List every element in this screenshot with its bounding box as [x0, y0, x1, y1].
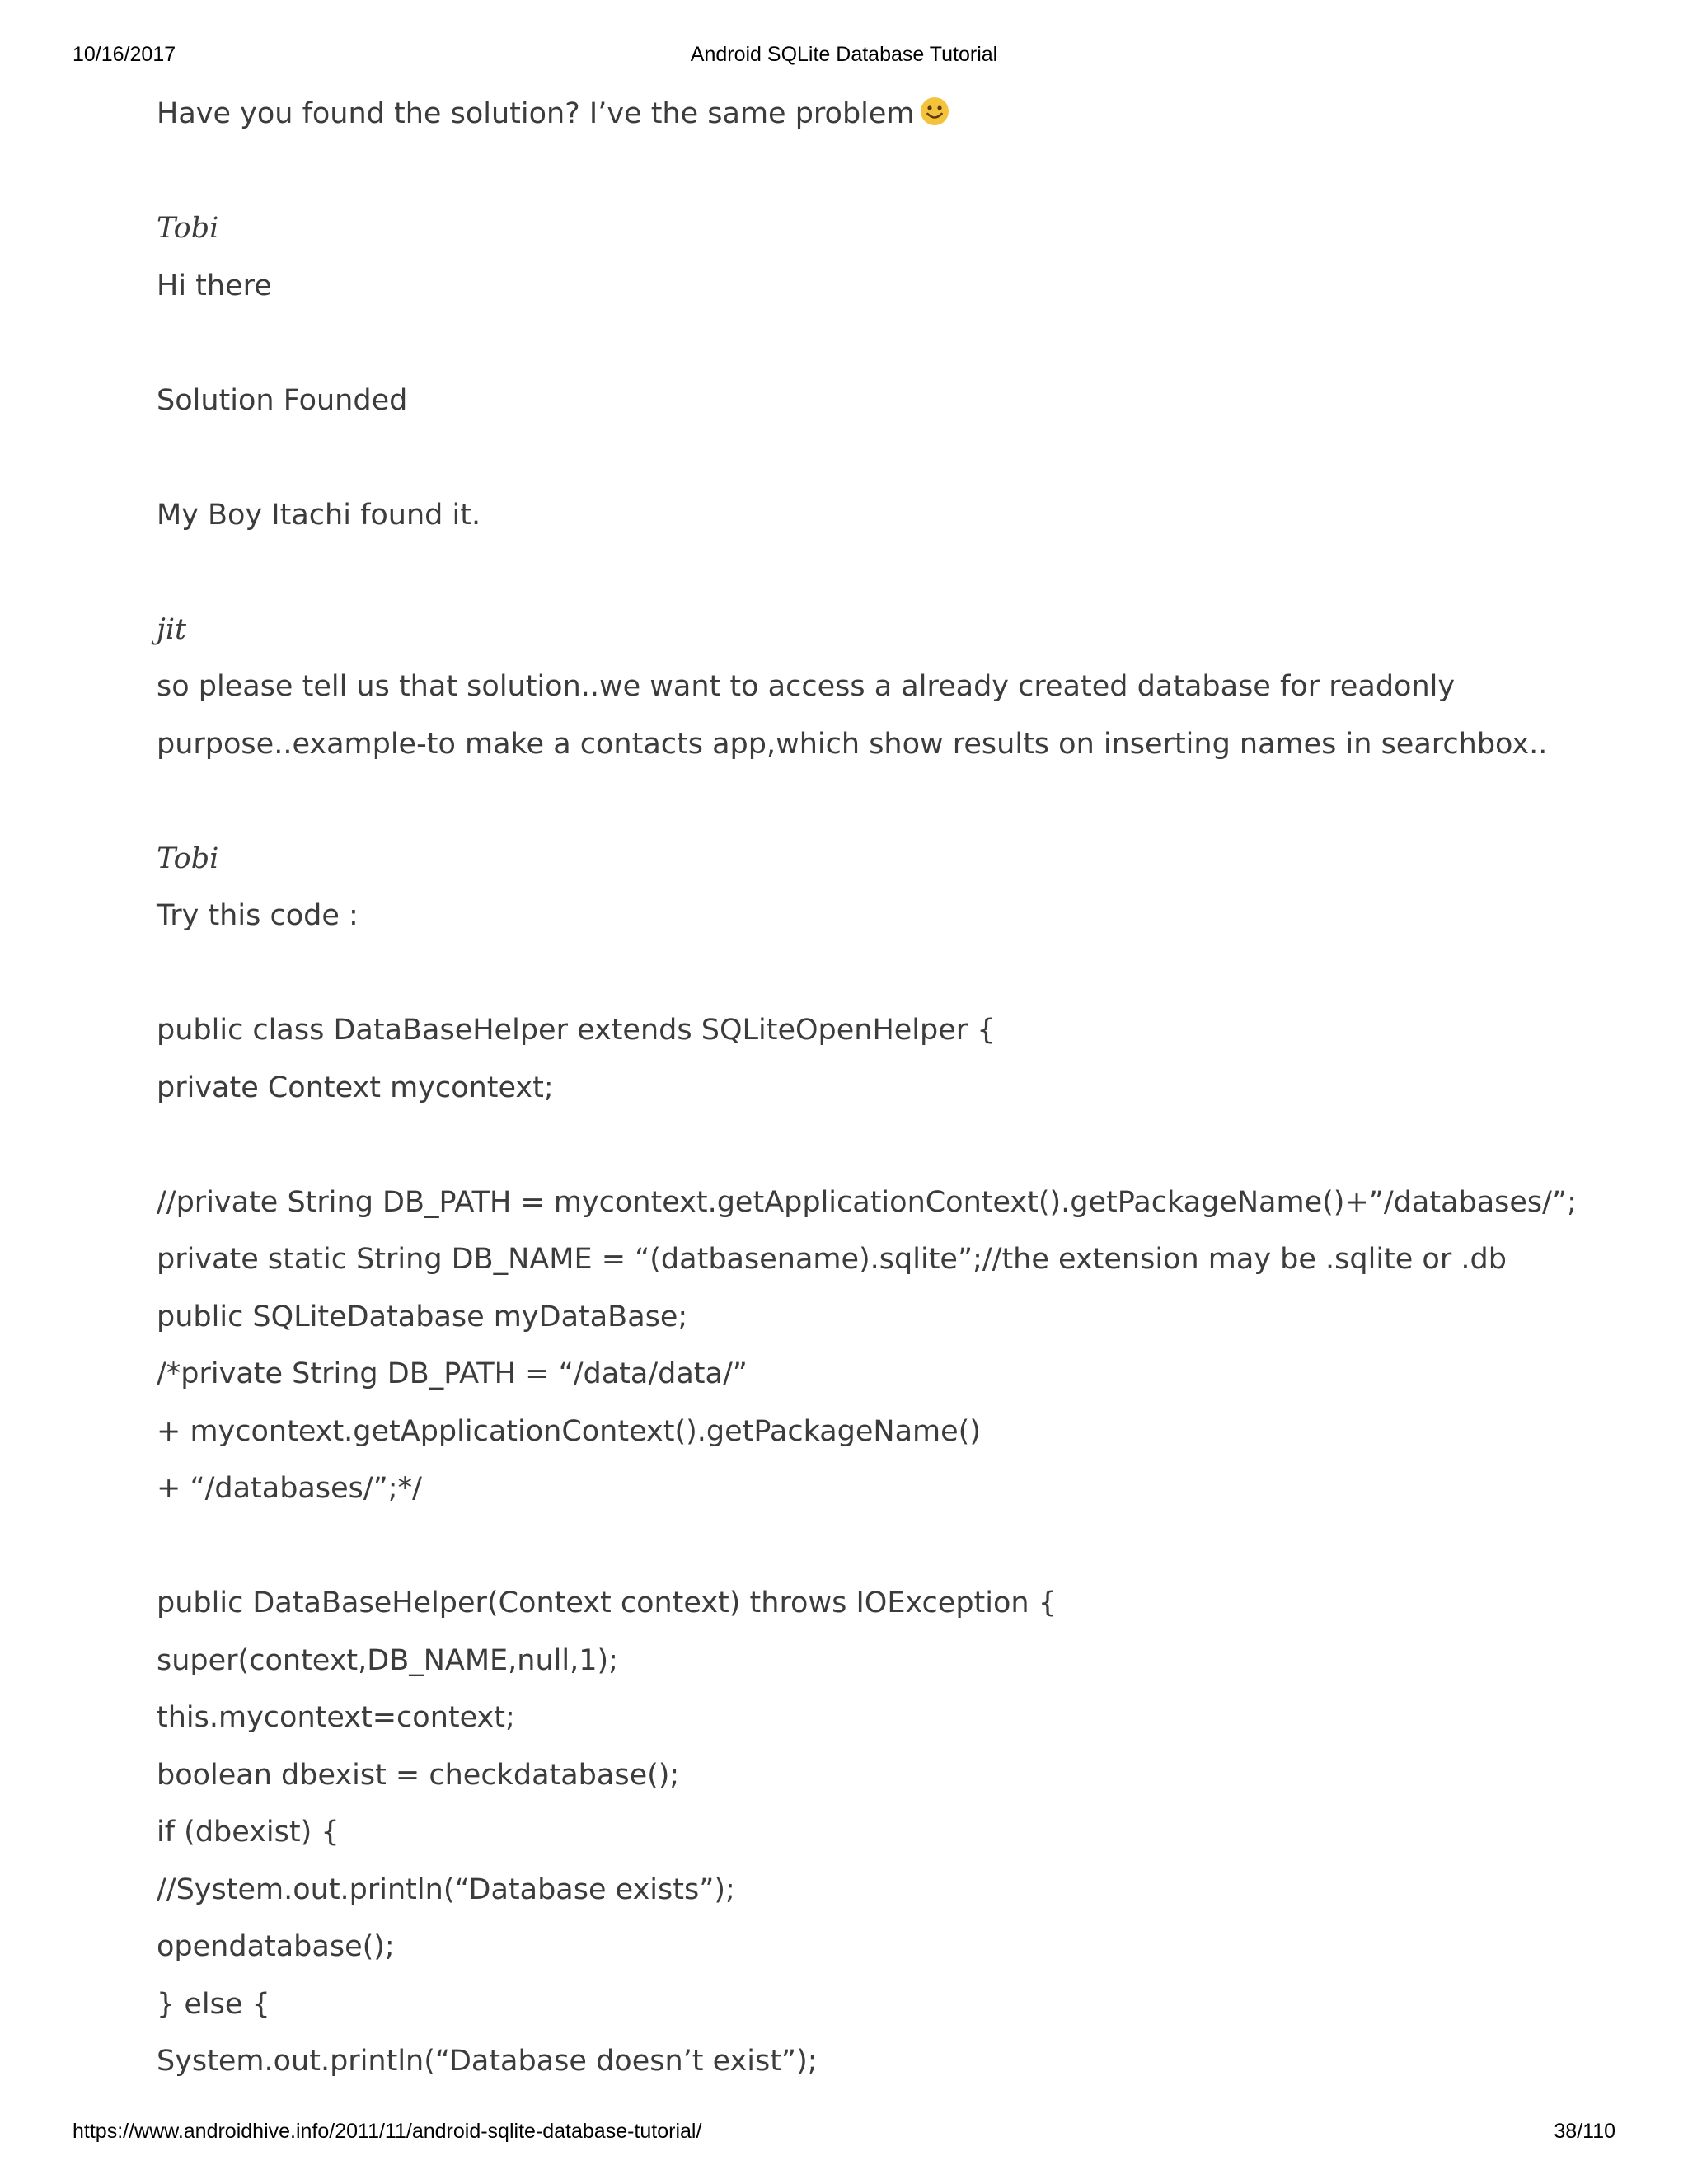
code-line: this.mycontext=context;	[157, 1701, 515, 1734]
comment-text: Hi there	[157, 269, 272, 302]
code-line: /*private String DB_PATH = “/data/data/”	[157, 1357, 748, 1390]
code-line: } else {	[157, 1987, 270, 2021]
code-line: System.out.println(“Database doesn’t exist”);	[157, 2045, 818, 2078]
code-line: + “/databases/”;*/	[157, 1472, 422, 1505]
code-line: public class DataBaseHelper extends SQLiteOpenHelper {	[157, 1014, 996, 1047]
comment-author: Tobi	[157, 841, 219, 875]
code-line: public SQLiteDatabase myDataBase;	[157, 1300, 688, 1333]
code-line: opendatabase();	[157, 1930, 395, 1963]
code-line: //System.out.println(“Database exists”);	[157, 1872, 735, 1906]
source-url: https://www.androidhive.info/2011/11/android-sqlite-database-tutorial/	[73, 2120, 702, 2143]
comment-thread	[157, 86, 1577, 2091]
comment-text: Try this code :	[157, 899, 359, 932]
code-line: public DataBaseHelper(Context context) throws IOException {	[157, 1586, 1057, 1619]
comment-author: Tobi	[157, 212, 219, 245]
comment-text: Solution Founded	[157, 383, 408, 417]
comment-text: My Boy Itachi found it.	[157, 498, 481, 532]
code-line: private static String DB_NAME = “(datbasename).sqlite”;//the extension may be .sqlite or .db	[157, 1243, 1507, 1276]
code-line: + mycontext.getApplicationContext().getPackageName()	[157, 1414, 981, 1448]
code-line: private Context mycontext;	[157, 1071, 554, 1104]
page-number: 38/110	[1554, 2120, 1615, 2143]
code-line: if (dbexist) {	[157, 1816, 340, 1849]
comment-text: so please tell us that solution..we want to access a already created database for readonly	[157, 670, 1456, 703]
smiley-icon	[920, 96, 950, 126]
comment-text: Have you found the solution? I’ve the same problem	[157, 86, 1574, 143]
print-date: 10/16/2017	[73, 43, 176, 66]
comment-author: jit	[157, 612, 187, 646]
code-line: //private String DB_PATH = mycontext.getApplicationContext().getPackageName()+”/databases/”;	[157, 1185, 1577, 1219]
comment-text: purpose..example-to make a contacts app,which show results on inserting names in searchbox..	[157, 727, 1548, 761]
page-title: Android SQLite Database Tutorial	[690, 43, 998, 66]
code-line: super(context,DB_NAME,null,1);	[157, 1643, 618, 1677]
code-line: boolean dbexist = checkdatabase();	[157, 1758, 680, 1792]
